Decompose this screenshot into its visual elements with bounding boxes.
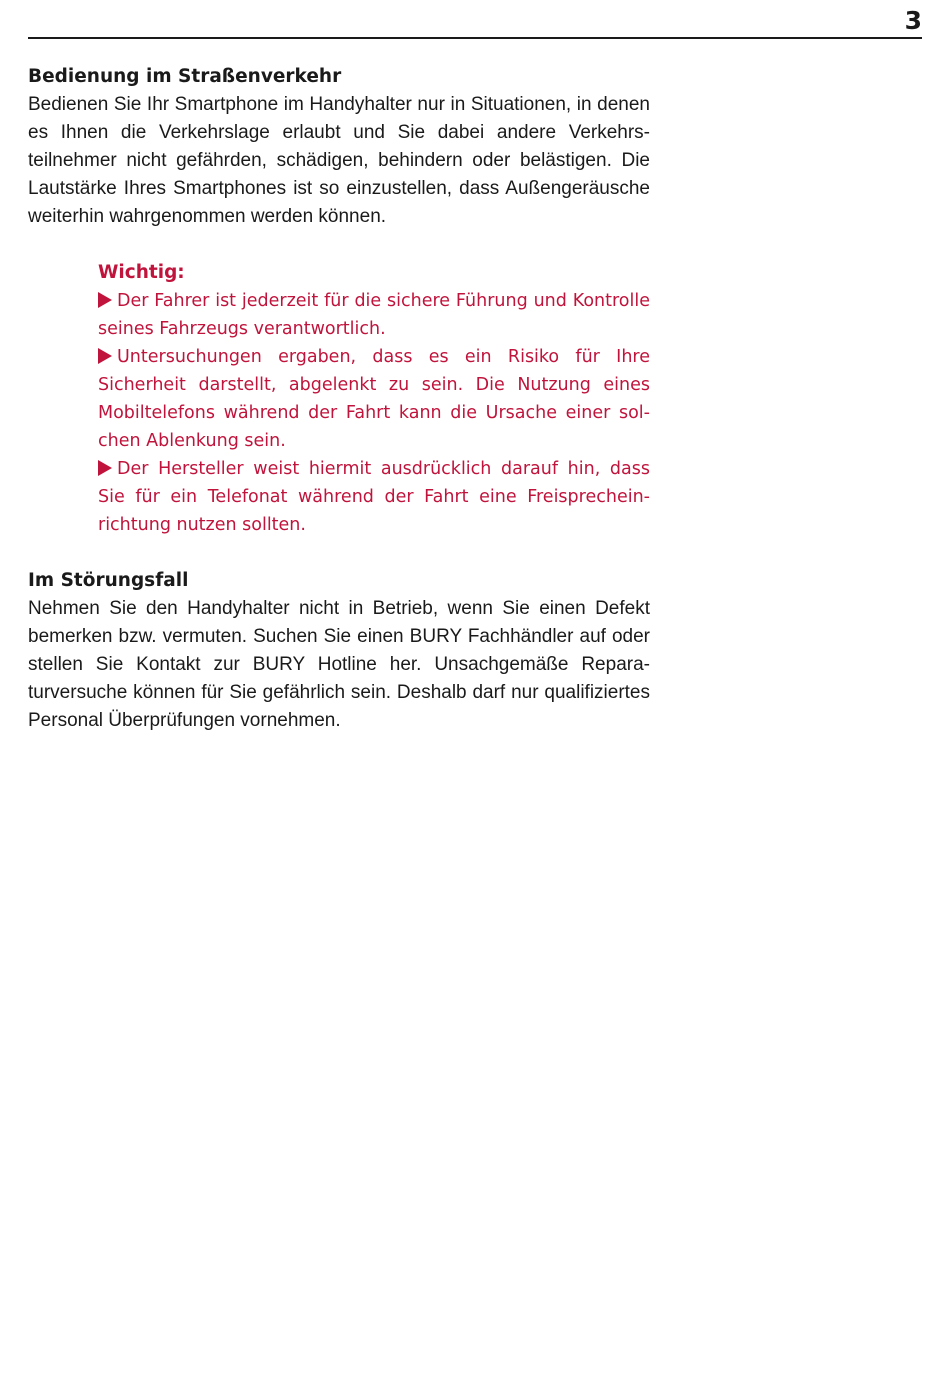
section-text-fault: Nehmen Sie den Handyhalter nicht in Betrieb, wenn Sie einen Defekt bemerken bzw. vermuten. Suchen Sie einen BURY Fachhändler auf oder stellen Sie Kontakt zur BURY Hotline her. Unsachgemäße Reparaturversuche können für Sie gefährlich sein. Deshalb darf nur qualifiziertes Personal Überprüfungen vornehmen. bbox=[28, 598, 650, 731]
arrow-right-icon bbox=[98, 292, 112, 308]
notice-item-text: Der Fahrer ist jederzeit für die sichere Führung und Kontrolle seines Fahrzeugs verantwortlich. bbox=[98, 291, 650, 339]
important-notice bbox=[98, 259, 650, 539]
section-text-traffic: Bedienen Sie Ihr Smartphone im Handyhalter nur in Situationen, in denen es Ihnen die Verkehrslage erlaubt und Sie dabei andere Verkehrsteilnehmer nicht gefährden, schädigen, behindern oder belästigen. Die Lautstärke Ihres Smartphones ist so einzustellen, dass Außengeräusche weiterhin wahrgenommen werden können. bbox=[28, 94, 650, 227]
section-fault bbox=[28, 567, 650, 735]
section-heading-traffic: Bedienung im Straßenverkehr bbox=[28, 66, 342, 87]
section-heading-fault: Im Störungsfall bbox=[28, 570, 189, 591]
header-divider bbox=[28, 37, 922, 39]
page-number: 3 bbox=[904, 6, 922, 35]
arrow-right-icon bbox=[98, 348, 112, 364]
notice-title: Wichtig: bbox=[98, 262, 185, 283]
page-content bbox=[28, 63, 650, 735]
notice-item bbox=[98, 287, 650, 343]
arrow-right-icon bbox=[98, 460, 112, 476]
section-traffic-operation bbox=[28, 63, 650, 231]
notice-item-text: Untersuchungen ergaben, dass es ein Risiko für Ihre Sicherheit darstellt, abgelenkt zu sein. Die Nutzung eines Mobiltelefons während der Fahrt kann die Ursache einer solchen Ablenkung sein. bbox=[98, 347, 650, 451]
notice-item bbox=[98, 343, 650, 455]
notice-item bbox=[98, 455, 650, 539]
notice-item-text: Der Hersteller weist hiermit ausdrücklich darauf hin, dass Sie für ein Telefonat während der Fahrt eine Freisprecheinrichtung nutzen sollten. bbox=[98, 459, 650, 535]
